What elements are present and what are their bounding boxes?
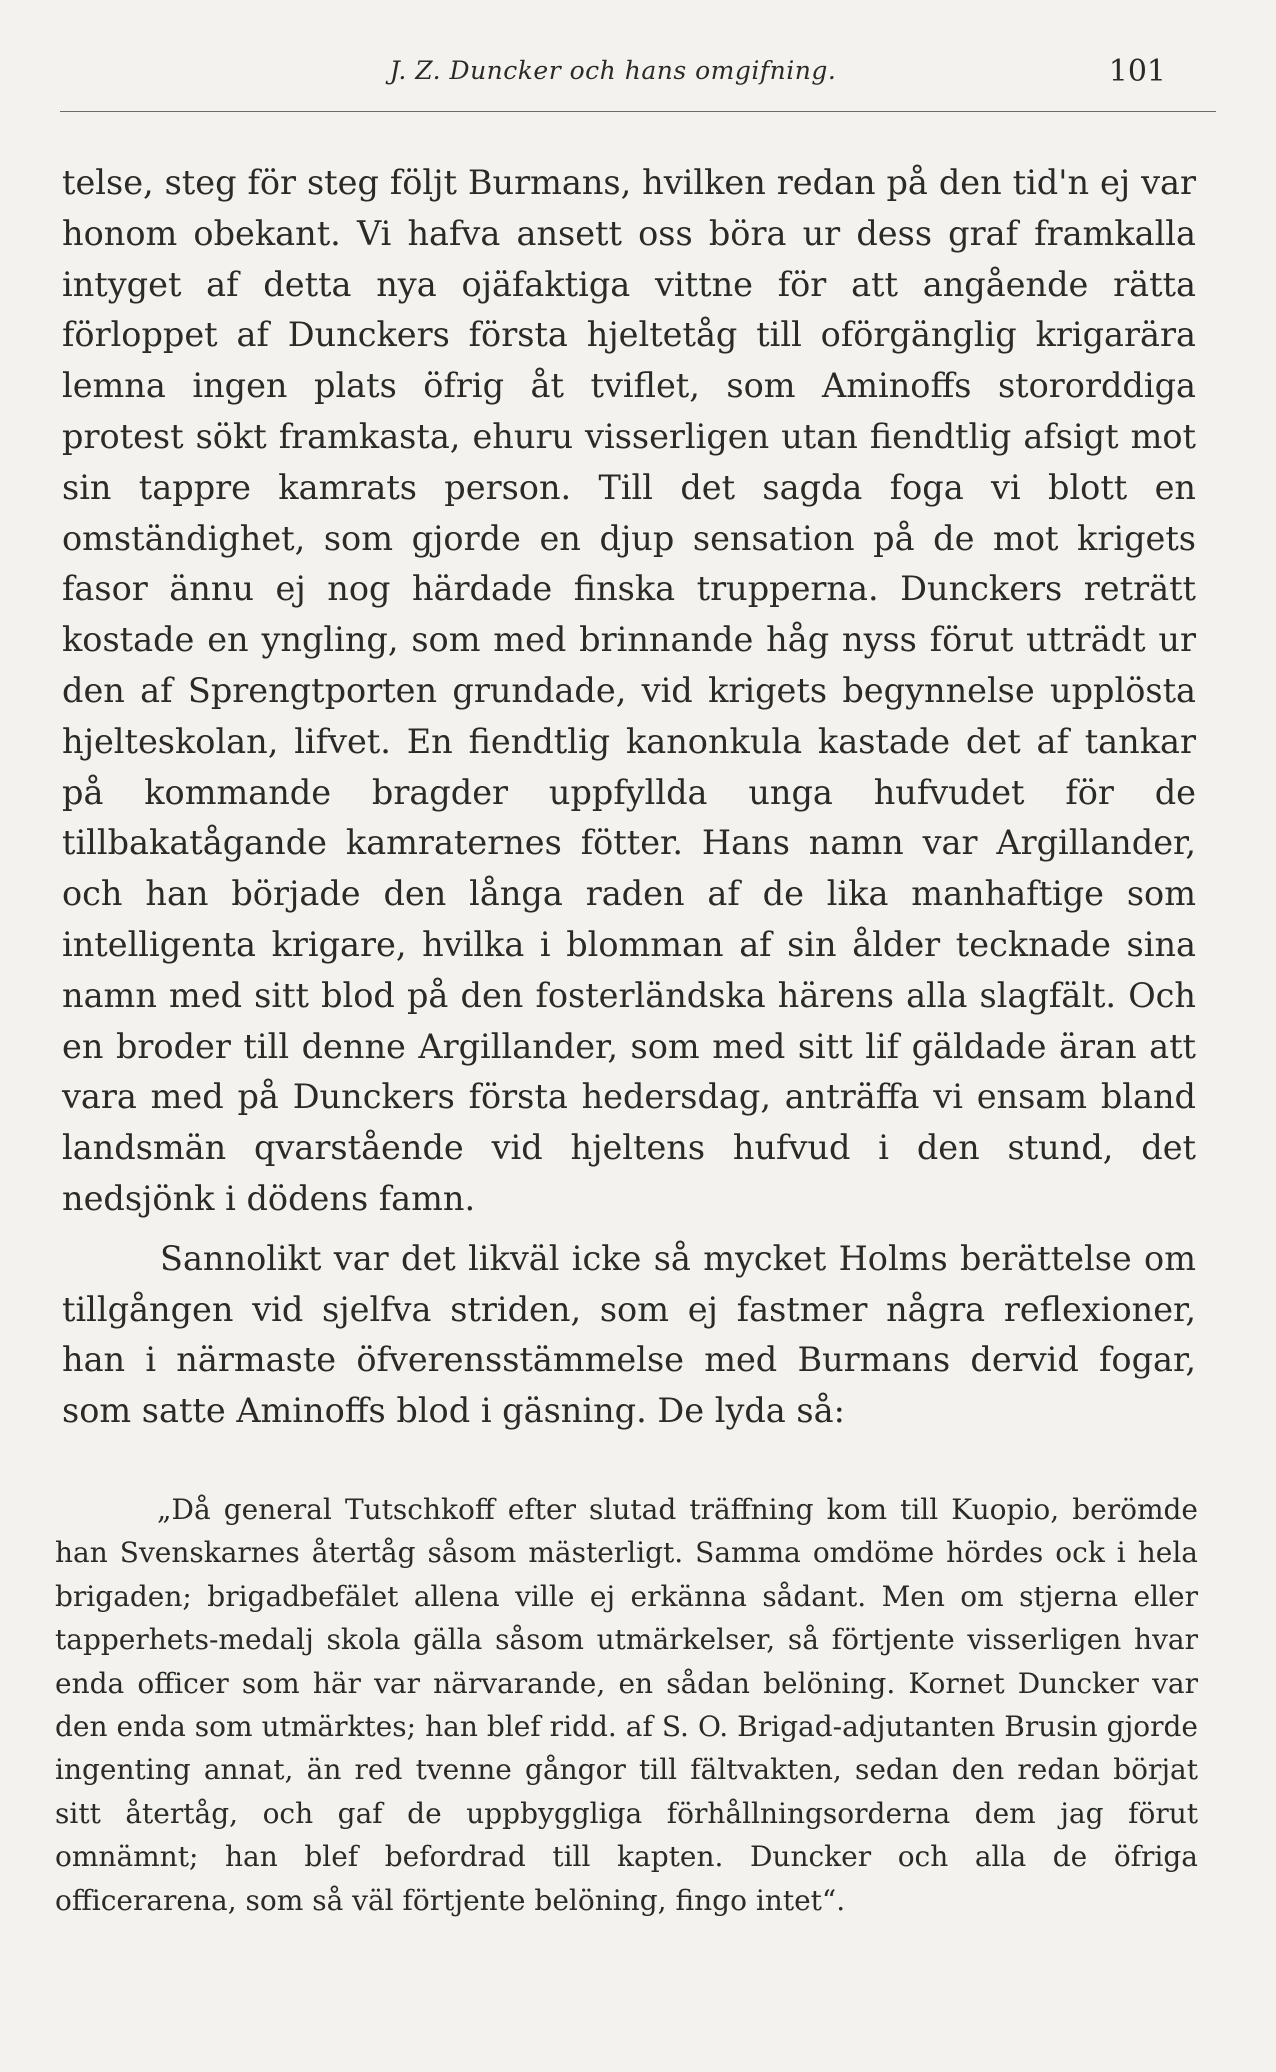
quote-text: „Då general Tutschkoff efter slutad träffning kom till Kuopio, berömde han Svenskarnes återtåg såsom mästerligt. Samma omdöme hördes ock i hela brigaden; brigadbefälet allena ville ej erkänna sådant. Men om stjerna eller tapperhets-medalj skola gälla såsom utmärkelser, så förtjente visserligen hvar enda officer som här var närvarande, en sådan belöning. Kornet Duncker var den enda som utmärktes; han blef ridd. af S. O. Brigad-adjutanten Brusin gjorde ingenting annat, än red tvenne gångor till fältvakten, sedan den redan börjat sitt återtåg, och gaf de uppbyggliga förhållningsorderna dem jag förut omnämnt; han blef befordrad till kapten. Duncker och alla de öfriga officerarena, som så väl förtjente belöning, fingo intet“. [55, 1493, 1198, 1917]
header-rule [60, 111, 1216, 112]
paragraph-1: telse, steg för steg följt Burmans, hvilken redan på den tid'n ej var honom obekant. Vi hafva ansett oss böra ur dess graf framkalla intyget af detta nya ojäfaktiga vittne för att angående rätta förloppet af Dunckers första hjeltetåg till oförgänglig krigarära lemna ingen plats öfrig åt tviflet, som Aminoffs stororddiga protest sökt framkasta, ehuru visserligen utan fiendtlig afsigt mot sin tappre kamrats person. Till det sagda foga vi blott en omständighet, som gjorde en djup sensation på de mot krigets fasor ännu ej nog härdade finska trupperna. Dunckers reträtt kostade en yngling, som med brinnande håg nyss förut utträdt ur den af Sprengtporten grundade, vid krigets begynnelse upplösta hjelteskolan, lifvet. En fiendtlig kanonkula kastade det af tankar på kommande bragder uppfyllda unga hufvudet för de tillbakatågande kamraternes fötter. Hans namn var Argillander, och han började den långa raden af de lika manhaftige som intelligenta krigare, hvilka i blomman af sin ålder tecknade sina namn med sitt blod på den fosterländska härens alla slagfält. Och en broder till denne Argillander, som med sitt lif gäldade äran att vara med på Dunckers första hedersdag, anträffa vi ensam bland landsmän qvarstående vid hjeltens hufvud i den stund, det nedsjönk i dödens famn. [62, 163, 1196, 1218]
running-title: J. Z. Duncker och hans omgifning. [389, 56, 837, 85]
paragraph-2: Sannolikt var det likväl icke så mycket Holms berättelse om tillgången vid sjelfva striden, som ej fastmer några reflexioner, han i närmaste öfverensstämmelse med Burmans dervid fogar, som satte Aminoffs blod i gäsning. De lyda så: [62, 1238, 1196, 1431]
page-header [60, 50, 1166, 96]
block-quote [55, 1488, 1198, 1922]
page-number: 101 [1108, 54, 1166, 89]
body-text [62, 158, 1196, 1437]
